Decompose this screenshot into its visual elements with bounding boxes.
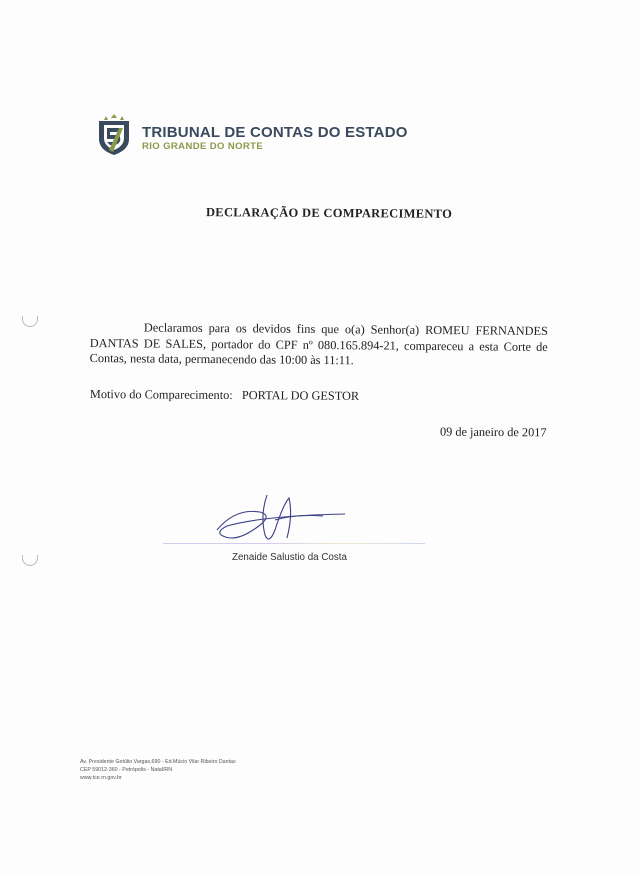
footer-website: www.tce.rn.gov.br [80, 775, 122, 781]
reason-value: PORTAL DO GESTOR [241, 388, 360, 403]
signer-name: Zenaide Salustio da Costa [232, 552, 347, 563]
organization-subtitle: RIO GRANDE DO NORTE [142, 141, 264, 152]
footer-postal-line: CEP 59012-360 - Petrópolis - Natal/RN [80, 767, 173, 773]
document-title: DECLARAÇÃO DE COMPARECIMENTO [205, 205, 453, 221]
tce-logo-icon [96, 114, 132, 156]
signature-line [163, 543, 425, 544]
organization-name: TRIBUNAL DE CONTAS DO ESTADO [142, 124, 408, 141]
handwritten-signature [205, 490, 355, 550]
binder-hole-top [22, 316, 38, 327]
reason-label: Motivo do Comparecimento: [89, 387, 233, 402]
footer-address [80, 758, 236, 782]
reason-line [90, 387, 359, 404]
document-date: 09 de janeiro de 2017 [440, 424, 548, 440]
footer-address-line: Av. Presidente Getúlio Vargas,690 - Ed.Múcio Vilar Ribeiro Dantas [80, 759, 236, 765]
binder-hole-bottom [22, 555, 38, 566]
declaration-body: Declaramos para os devidos fins que o(a) Senhor(a) ROMEU FERNANDES DANTAS DE SALES, portador do CPF nº 080.165.894-21, compareceu a esta Corte de Contas, nesta data, permanecendo das 10:00 às 11:11. [89, 320, 548, 368]
